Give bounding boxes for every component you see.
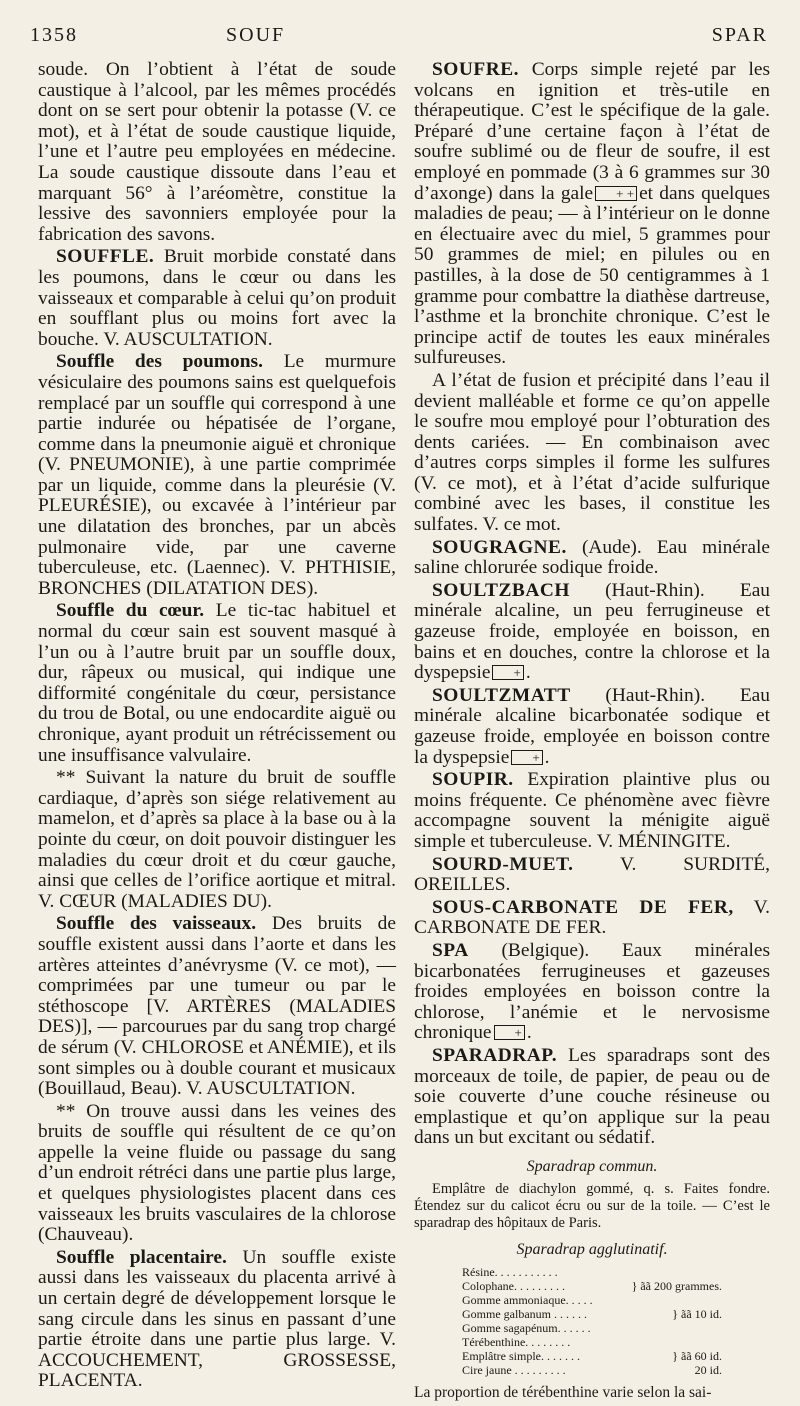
entry-vaisseaux-text: Des bruits de souffle existent aussi dans l’aorte et dans les artères atteintes d’anévrysme (V. ce mot), — comprimées par une tumeur ou par le stéthoscope [V. ARTÈRES (MALADIES DES)], — parcourues par du sang trop chargé de sérum (V. CHLOROSE et ANÉMIE), et ils sont simples ou à double courant et musicaux (Bouillaud, Beau). V. AUSCULTATION. xyxy=(38,913,396,1100)
double-plus-box-icon: + + xyxy=(595,186,637,201)
entry-souffle-placentaire xyxy=(38,1248,396,1392)
recipe-quantity: } ãã 10 id. xyxy=(672,1307,722,1322)
plus-box-icon: + xyxy=(492,665,523,680)
entry-sougragne-text: (Aude). Eau minérale saline chlorurée sodique froide. xyxy=(414,536,770,579)
entry-sous-carbonate-text: V. CARBONATE DE FER. xyxy=(414,896,770,939)
recipe-quantity: } ãã 200 grammes. xyxy=(631,1279,722,1294)
page-number: 1358 xyxy=(30,24,78,46)
recipe-item: Gomme sagapénum. . . . . . xyxy=(462,1321,591,1336)
subheadword-poumons: Souffle des poumons. xyxy=(56,351,263,373)
entry-souffle-coeur xyxy=(38,601,396,766)
left-running-title: SOUF xyxy=(226,24,286,46)
entry-souffle-text: Bruit morbide constaté dans les poumons, dans le cœur ou dans les vaisseaux et comparable à celui qu’on produit en soufflant plus ou moins fort avec la bouche. V. AUSCULTATION. xyxy=(38,246,396,350)
entry-soultzbach-text: (Haut-Rhin). Eau minérale alcaline, un peu ferrugineuse et gazeuse froide, employée en boisson, en bains et en douches, contre la chlorose et la dyspepsie xyxy=(414,579,770,684)
entry-coeur-text: Le tic-tac habituel et normal du cœur sain est souvent masqué à l’un ou à l’autre bruit par un souffle doux, dur, râpeux ou musical, qui indique une difformité congénitale du cœur, persistance du trou de Botal, ou une endocardite aiguë ou chronique, ayant produit un rétrécissement ou une insuffisance valvulaire. xyxy=(38,600,396,766)
entry-soultzmatt-text: (Haut-Rhin). Eau minérale alcaline bicarbonatée sodique et gazeuse froide, employée en boisson contre la dyspepsie xyxy=(414,684,770,768)
recipe-item: Gomme galbanum . . . . . . xyxy=(462,1307,587,1322)
entry-souffle-poumons xyxy=(38,352,396,599)
recipe-row xyxy=(462,1279,722,1293)
running-header xyxy=(30,24,768,54)
recipe-item: Gomme ammoniaque. . . . . xyxy=(462,1293,593,1308)
subheadword-vaisseaux: Souffle des vaisseaux. xyxy=(56,913,257,935)
recipe-row xyxy=(462,1265,722,1279)
recipe-table xyxy=(462,1265,770,1377)
headword-soupir: SOUPIR. xyxy=(432,769,514,791)
plus-box-icon: + xyxy=(494,1025,525,1040)
recipe-row xyxy=(462,1321,722,1335)
right-column xyxy=(414,60,770,1406)
entry-soupir xyxy=(414,770,770,852)
headword-soultzmatt: SOULTZMATT xyxy=(432,684,571,706)
entry-poumons-text: Le murmure vésiculaire des poumons sains est quelquefois remplacé par un souffle qui correspond à une partie indurée ou hépatisée de l’organe, comme dans la pneumonie aiguë et chronique (V. PNEUMONIE), à une partie comprimée par un liquide, comme dans la pleurésie (V. PLEURÉSIE), ou excavée à l’intérieur par une dilatation des bronches, par un abcès pulmonaire vide, par une caverne tuberculeuse, etc. (Laennec). V. PHTHISIE, BRONCHES (DILATATION DES). xyxy=(38,351,396,599)
recipe-item: Cire jaune . . . . . . . . . xyxy=(462,1363,566,1378)
subtitle-sparadrap-commun: Sparadrap commun. xyxy=(526,1157,658,1175)
entry-sourd-muet-text: V. SURDITÉ, OREILLES. xyxy=(414,853,770,896)
entry-soupir-text: Expiration plaintive plus ou moins fréquente. Ce phénomène avec fièvre accompagne souvent la ménigite aiguë simple et tuberculeuse. V. MÉNINGITE. xyxy=(414,769,770,852)
recipe-row xyxy=(462,1349,722,1363)
entry-sous-carbonate xyxy=(414,898,770,939)
headword-spa: SPA xyxy=(432,939,469,961)
headword-sparadrap: SPARADRAP. xyxy=(432,1044,558,1066)
left-column xyxy=(38,60,396,1394)
formula-sparadrap-commun: Emplâtre de diachylon gommé, q. s. Faites fondre. Étendez sur du calicot écru ou sur de la toile. — C’est le sparadrap des hôpitaux de Paris. xyxy=(414,1181,770,1232)
headword-soultzbach: SOULTZBACH xyxy=(432,579,570,601)
recipe-item: Térébenthine. . . . . . . . xyxy=(462,1335,571,1350)
recipe-item: Emplâtre simple. . . . . . . xyxy=(462,1349,580,1364)
subheadword-coeur: Souffle du cœur. xyxy=(56,600,205,622)
headword-soufre: SOUFRE. xyxy=(432,59,519,80)
entry-soufre-text-2: et dans quelques maladies de peau; — à l’intérieur on le donne en électuaire avec du miel, 5 grammes pour 50 grammes de miel; en pilules ou en pastilles, à la dose de 50 centigrammes à 1 gramme pour combattre la diathèse dartreuse, l’asthme et la bronchite chronique. C’est le principe actif de toutes les eaux minérales sulfureuses. xyxy=(414,182,770,369)
last-line: La proportion de térébenthine varie selon la sai- xyxy=(414,1384,712,1402)
entry-souffle-vaisseaux xyxy=(38,914,396,1099)
subtitle-sparadrap-agglutinatif: Sparadrap agglutinatif. xyxy=(516,1241,668,1259)
entry-soufre-text: Corps simple rejeté par les volcans en ignition et très-utile en thérapeutique. C’est le spécifique de la gale. Préparé d’une certaine façon à l’état de soufre sublimé ou de fleur de soufre, il est employé en pommade (3 à 6 grammes sur 30 d’axonge) dans la gale xyxy=(414,59,770,204)
entry-souffle xyxy=(38,247,396,350)
recipe-row xyxy=(462,1293,722,1307)
headword-souffle: SOUFFLE. xyxy=(56,246,155,268)
recipe-item: Résine. . . . . . . . . . . xyxy=(462,1265,558,1280)
entry-soude-continued: soude. On l’obtient à l’état de soude caustique à l’alcool, par les mêmes procédés dont on se sert pour obtenir la potasse (V. ce mot), et à l’état de soude caustique liquide, l’une et l’autre peu employées en médecine. La soude caustique dissoute dans l’eau et marquant 56° à l’aréomètre, constitue la lessive des savonniers employée pour la fabrication des savons. xyxy=(38,59,396,245)
entry-placentaire-text: Un souffle existe aussi dans les vaisseaux du placenta arrivé à un certain degré de développement lorsque le sang circule dans les sinus en passant d’une partie étroite dans une partie plus large. V. ACCOUCHEMENT, GROSSESSE, PLACENTA. xyxy=(38,1246,396,1392)
entry-soufre-p2: A l’état de fusion et précipité dans l’eau il devient malléable et forme ce qu’on appelle le soufre mou employé pour l’obturation des dents cariées. — En combinaison avec d’autres corps simples il forme les sulfures (V. ce mot), et à l’état d’acide sulfurique combiné avec les bases, il constitue les sulfates. V. ce mot. xyxy=(414,369,770,536)
entry-sourd-muet xyxy=(414,855,770,896)
recipe-quantity: } ãã 60 id. xyxy=(672,1349,722,1364)
note-vaisseaux: ** On trouve aussi dans les veines des bruits de souffle qui résultent de ce qu’on appelle la veine fluide ou passage du sang d’un endroit rétréci dans une partie plus large, et quelques physiologistes placent dans ces vaisseaux les bruits vasculaires de la chlorose (Chauveau). xyxy=(38,1100,396,1246)
right-running-title: SPAR xyxy=(711,24,768,46)
recipe-row xyxy=(462,1363,722,1377)
plus-box-icon: + xyxy=(511,750,542,765)
entry-soufre xyxy=(414,60,770,369)
headword-sourd-muet: SOURD-MUET. xyxy=(432,853,574,875)
recipe-row xyxy=(462,1307,722,1321)
subheadword-placentaire: Souffle placentaire. xyxy=(56,1246,227,1268)
entry-spa-text: (Belgique). Eaux minérales bicarbonatées ferrugineuses et gazeuses froides employées en boisson contre la chlorose, l’anémie et le nervosisme chronique xyxy=(414,939,770,1044)
entry-sparadrap xyxy=(414,1046,770,1149)
note-coeur: ** Suivant la nature du bruit de souffle cardiaque, d’après son siége relativement au mamelon, et d’après sa place à la base ou à la pointe du cœur, on doit pouvoir distinguer les maladies du cœur droit et du cœur gauche, ainsi que celles de l’orifice aortique et mitral. V. CŒUR (MALADIES DU). xyxy=(38,767,396,912)
recipe-item: Colophane. . . . . . . . . xyxy=(462,1279,565,1294)
headword-sougragne: SOUGRAGNE. xyxy=(432,536,567,558)
headword-sous-carbonate: SOUS-CARBONATE DE FER, xyxy=(432,896,734,918)
entry-sparadrap-text: Les sparadraps sont des morceaux de toile, de papier, de peau ou de soie couverte d’une couche résineuse ou emplastique et qu’on applique sur la peau dans un but excitant ou sédatif. xyxy=(414,1044,770,1149)
recipe-quantity: 20 id. xyxy=(694,1363,722,1378)
recipe-row xyxy=(462,1335,722,1349)
entry-sougragne xyxy=(414,538,770,579)
entry-spa: SPA (Belgique). Eaux minérales bicarbonatées ferrugineuses et gazeuses froides employées en boisson contre la chlorose, l’anémie et le nervosisme chronique + . xyxy=(414,939,770,1044)
entry-soultzbach: SOULTZBACH (Haut-Rhin). Eau minérale alcaline, un peu ferrugineuse et gazeuse froide, employée en boisson, en bains et en douches, contre la chlorose et la dyspepsie + . xyxy=(414,579,770,684)
entry-soultzmatt: SOULTZMATT (Haut-Rhin). Eau minérale alcaline bicarbonatée sodique et gazeuse froide, employée en boisson contre la dyspepsie + . xyxy=(414,684,770,768)
